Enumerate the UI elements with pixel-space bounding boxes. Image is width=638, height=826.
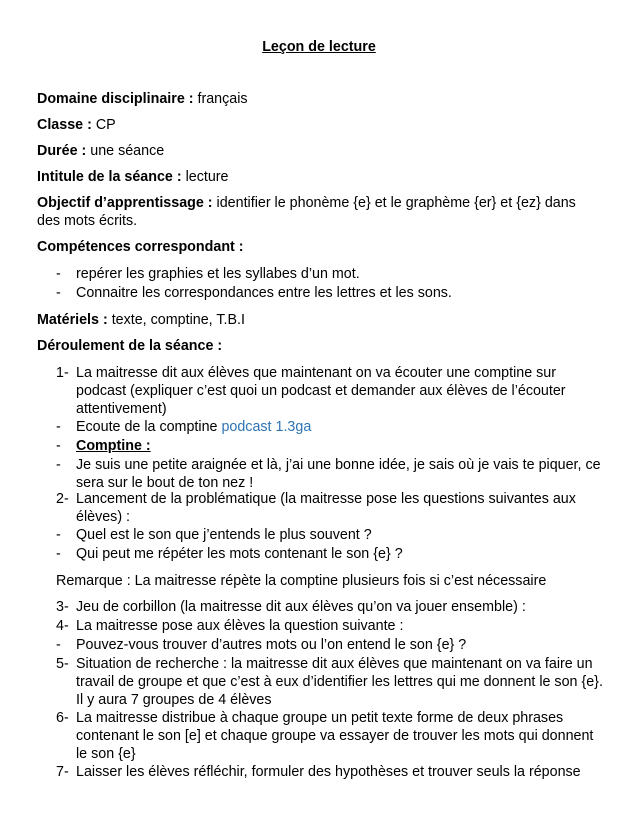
field-label: Intitule de la séance :	[37, 169, 182, 185]
document-title: Leçon de lecture	[262, 39, 376, 55]
field-deroulement	[37, 337, 607, 355]
field-classe	[37, 116, 607, 134]
field-duree	[37, 142, 607, 160]
field-value: identifier le phonème {e} et le graphème {er} et {ez} dans des mots écrits.	[37, 195, 576, 229]
field-value: français	[193, 91, 248, 107]
field-value: lecture	[181, 169, 229, 185]
field-objectif	[37, 194, 592, 230]
field-label: Domaine disciplinaire :	[37, 91, 194, 107]
field-value: CP	[91, 117, 116, 133]
field-label: Objectif d’apprentissage :	[37, 195, 213, 211]
field-value: texte, comptine, T.B.I	[107, 312, 245, 328]
podcast-link[interactable]: podcast 1.3ga	[221, 419, 312, 435]
remarque: Remarque : La maitresse répète la comptine plusieurs fois si c’est nécessaire	[56, 573, 547, 589]
field-intitule	[37, 168, 607, 186]
field-label: Matériels :	[37, 312, 108, 328]
field-label: Compétences correspondant :	[37, 239, 244, 255]
field-competences	[37, 238, 607, 256]
field-label: Déroulement de la séance :	[37, 338, 223, 354]
field-label: Durée :	[37, 143, 87, 159]
field-domaine	[37, 90, 607, 108]
field-value: une séance	[86, 143, 165, 159]
document-page: Leçon de lecture Domaine disciplinaire : français Classe : CP Durée : une séance Intitule de la séance : lecture Objectif d’apprentissage : identifier le phonème {e} et le graphème {er} et {ez} dans des mots écrits. Compétences correspondant : - repérer les graphies et les syllabes d’un mot. - Connaitre les correspondances entre les lettres et les sons. Matériels : texte, comptine, T.B.I Déroulement de la séance : 1- La maitresse dit aux élèves que maintenant on va écouter une comptine sur podcast (expliquer c’est quoi un podcast et demander aux élèves de l’écouter attentivement) - Ecoute de la comptine podcast 1.3ga - Comptine : - Je suis une petite araignée et là, j’ai une bonne idée, je sais où je vais te piquer, ce sera sur le bout de ton nez ! 2- Lancement de la problématique (la maitresse pose les questions suivantes aux élèves) : - Quel est le son que j’entends le plus souvent ? - Qui peut me répéter les mots contenant le son {e} ? Remarque : La maitresse répète la comptine plusieurs fois si c’est nécessaire 3- Jeu de corbillon (la maitresse dit aux élèves qu’on va jouer ensemble) : 4- La maitresse pose aux élèves la question suivante : - Pouvez-vous trouver d’autres mots ou l’on entend le son {e} ? 5- Situation de recherche : la maitresse dit aux élèves que maintenant on va faire un travail de groupe et que c’est à eux d’identifier les lettres qui me donnent le son {e}. Il y aura 7 groupes de 4 élèves 6- La maitresse distribue à chaque groupe un petit texte forme de deux phrases contenant le son [e] et chaque groupe va essayer de trouver les mots qui donnent le son {e} 7- Laisser les élèves réfléchir, formuler des hypothèses et trouver seuls la réponse	[0, 0, 638, 826]
field-materiels	[37, 311, 607, 329]
field-label: Classe :	[37, 117, 92, 133]
